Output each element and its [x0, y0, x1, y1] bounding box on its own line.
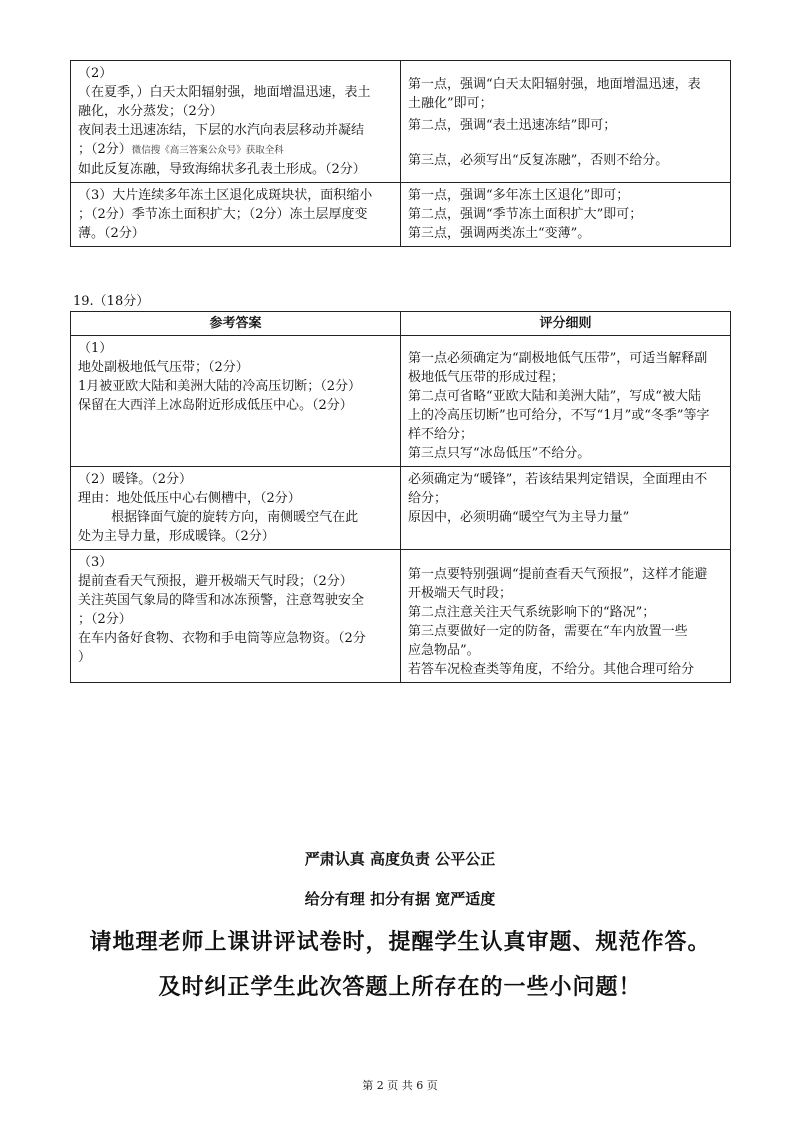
slogan-line-2: 给分有理 扣分有据 宽严适度 [304, 890, 496, 908]
answer-line: （2） [78, 66, 113, 81]
answer-cell [71, 550, 401, 683]
answer-table-continued [70, 60, 731, 247]
scoring-cell [401, 61, 731, 183]
answer-cell [71, 467, 401, 550]
scoring-line: 上的冷高压切断”也可给分，不写“1月”或“冬季”等字 [408, 408, 710, 423]
table-header-row [71, 312, 731, 336]
scoring-cell [401, 467, 731, 550]
table-row [71, 61, 731, 183]
watermark-text: 微信搜《高三答案公众号》获取全科 [131, 145, 284, 156]
answer-line: ；（2分） [78, 612, 132, 627]
answer-line: 1月被亚欧大陆和美洲大陆的冷高压切断；（2分） [78, 379, 362, 394]
scoring-cell [401, 336, 731, 467]
scoring-line: 第三点，强调两类冻土“变薄”。 [408, 226, 591, 241]
answer-line: 理由：地处低压中心右侧槽中，（2分） [78, 491, 301, 506]
answer-line: （2）暖锋。（2分） [78, 472, 193, 487]
scoring-line: 应急物品”。 [408, 643, 480, 658]
answer-line: （1） [78, 341, 113, 356]
scoring-line: 第一点必须确定为“副极地低气压带”，可适当解释副 [408, 351, 708, 366]
answer-line: ；（2分） [78, 142, 132, 157]
scoring-cell [401, 550, 731, 683]
header-scoring-rules: 评分细则 [401, 312, 731, 336]
table-row [71, 183, 731, 247]
scoring-line: 第一点要特别强调“提前查看天气预报”，这样才能避 [408, 567, 708, 582]
header-reference-answer: 参考答案 [71, 312, 401, 336]
answer-line: 地处副极地低气压带；（2分） [78, 360, 249, 375]
table-row [71, 336, 731, 467]
scoring-line: 第一点，强调“多年冻土区退化”即可； [408, 188, 630, 203]
answer-line: （3）大片连续多年冻土区退化成斑块状，面积缩小 [78, 188, 373, 203]
scoring-line: 样不给分； [408, 427, 474, 442]
scoring-line: 第二点注意关注天气系统影响下的“路况”； [408, 605, 656, 620]
scoring-line: 极地低气压带的形成过程； [408, 370, 565, 385]
scoring-line: 第三点要做好一定的防备，需要在“车内放置一些 [408, 624, 688, 639]
scoring-line: 第一点，强调“白天太阳辐射强，地面增温迅速，表 [408, 77, 701, 92]
scoring-line: 原因中，必须明确“暖空气为主导力量” [408, 510, 630, 525]
answer-line: （3） [78, 555, 113, 570]
slogan-line-1: 严肃认真 高度负责 公平公正 [304, 850, 496, 868]
scoring-line: 必须确定为“暖锋”，若该结果判定错误，全面理由不 [408, 472, 708, 487]
answer-line: 在车内备好食物、衣物和手电筒等应急物资。（2分 [78, 631, 366, 646]
answer-line: 关注英国气象局的降雪和冰冻预警，注意驾驶安全 [78, 593, 365, 608]
slogan-line-3: 请地理老师上课讲评试卷时，提醒学生认真审题、规范作答。 [89, 930, 711, 955]
scoring-line: 土融化”即可； [408, 96, 493, 111]
answer-line: 处为主导力量，形成暖锋。（2分） [78, 529, 275, 544]
answer-line: 如此反复冻融，导致海绵状多孔表土形成。（2分） [78, 162, 366, 177]
answer-cell [71, 183, 401, 247]
slogan-line-4: 及时纠正学生此次答题上所存在的一些小问题！ [158, 975, 642, 1000]
scoring-line: 开极端天气时段； [408, 586, 513, 601]
answer-line: 夜间表土迅速冻结，下层的水汽向表层移动并凝结 [78, 123, 365, 138]
answer-cell [71, 61, 401, 183]
scoring-cell [401, 183, 731, 247]
scoring-line: 第三点只写“冰岛低压”不给分。 [408, 446, 591, 461]
answer-line: ；（2分）季节冻土面积扩大；（2分）冻土层厚度变 [78, 207, 368, 222]
scoring-line: 若答车况检查类等角度，不给分。其他合理可给分 [408, 662, 695, 677]
question-label: 19.（18分） [73, 294, 150, 309]
page-number: 第 2 页 共 6 页 [362, 1079, 438, 1092]
answer-line: 融化，水分蒸发；（2分） [78, 104, 223, 119]
answer-line: 根据锋面气旋的旋转方向，南侧暖空气在此 [78, 510, 359, 525]
scoring-line: 第二点，强调“季节冻土面积扩大”即可； [408, 207, 643, 222]
scoring-line: 给分； [408, 491, 448, 506]
answer-table-q19 [70, 311, 731, 683]
answer-line: ） [78, 650, 92, 665]
scoring-line: 第二点，强调“表土迅速冻结”即可； [408, 118, 617, 133]
answer-cell [71, 336, 401, 467]
table-row [71, 550, 731, 683]
answer-line: 提前查看天气预报，避开极端天气时段；（2分） [78, 574, 353, 589]
answer-line: 薄。（2分） [78, 226, 145, 241]
scoring-line: 第二点可省略“亚欧大陆和美洲大陆”，写成“被大陆 [408, 389, 701, 404]
answer-line: 保留在大西洋上冰岛附近形成低压中心。（2分） [78, 398, 353, 413]
scoring-line: 第三点，必须写出“反复冻融”，否则不给分。 [408, 153, 669, 168]
answer-line: （在夏季，）白天太阳辐射强，地面增温迅速，表土 [78, 85, 371, 100]
table-row [71, 467, 731, 550]
